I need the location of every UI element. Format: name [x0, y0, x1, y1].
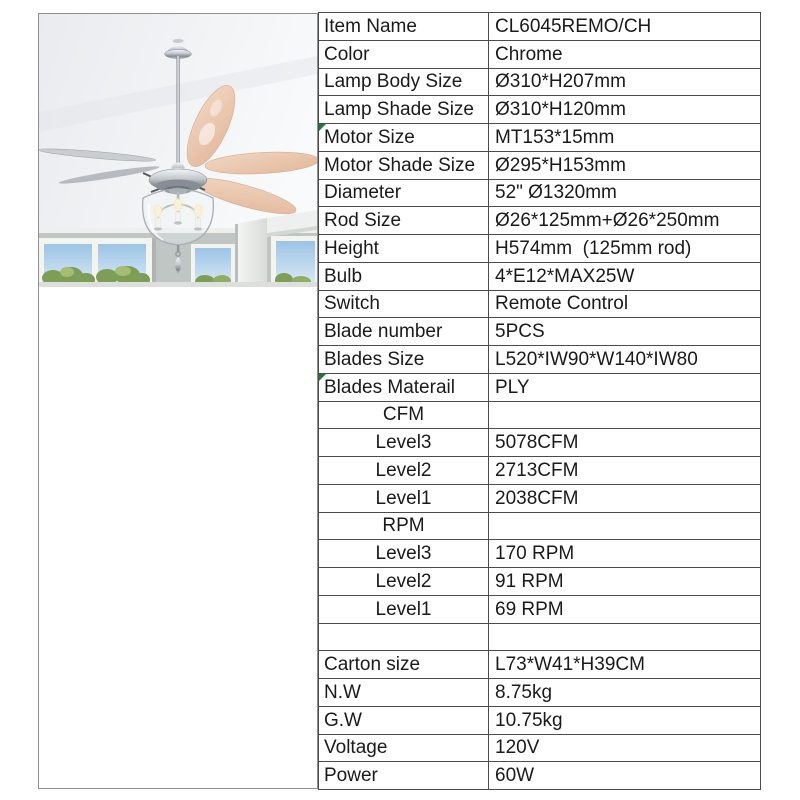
table-row	[319, 346, 760, 374]
spec-label: Level1	[375, 487, 432, 509]
table-row	[319, 485, 760, 513]
table-row	[319, 13, 760, 41]
downrod	[176, 56, 179, 166]
window-sill	[39, 282, 317, 287]
table-row	[319, 291, 760, 319]
table-row	[319, 679, 760, 707]
spec-value: 170 RPM	[495, 543, 575, 565]
spec-value: 2038CFM	[495, 487, 579, 509]
table-row	[319, 540, 760, 568]
spec-value: 120V	[495, 737, 540, 759]
spec-label: Rod Size	[324, 210, 402, 232]
spec-label: Lamp Shade Size	[324, 99, 474, 121]
spec-label: Level2	[375, 459, 432, 481]
table-row	[319, 180, 760, 208]
spec-label: CFM	[382, 404, 425, 426]
table-row	[319, 263, 760, 291]
spec-value: MT153*15mm	[495, 126, 615, 148]
spec-value: Ø26*125mm+Ø26*250mm	[495, 210, 720, 232]
spec-label: Blades Materail	[324, 376, 455, 398]
table-row	[319, 429, 760, 457]
table-row	[319, 207, 760, 235]
table-row	[319, 235, 760, 263]
table-row	[319, 762, 760, 789]
spec-value: L520*IW90*W140*IW80	[495, 348, 698, 370]
spec-label: Motor Size	[324, 126, 415, 148]
spec-value: 4*E12*MAX25W	[495, 265, 635, 287]
table-row	[319, 735, 760, 763]
spec-label: Bulb	[324, 265, 363, 287]
spec-label: Blades Size	[324, 348, 425, 370]
spec-value: PLY	[495, 376, 530, 398]
spec-label: G.W	[324, 709, 362, 731]
spec-value: 5PCS	[495, 321, 545, 343]
spec-label: Item Name	[324, 15, 417, 37]
spec-value: Ø295*H153mm	[495, 154, 626, 176]
table-row	[319, 318, 760, 346]
spec-label: Power	[324, 765, 378, 787]
spec-label: Diameter	[324, 182, 402, 204]
table-row	[319, 568, 760, 596]
spec-label: Level3	[375, 432, 432, 454]
spec-value: 10.75kg	[495, 709, 563, 731]
spec-value: 2713CFM	[495, 459, 579, 481]
spec-label: Motor Shade Size	[324, 154, 476, 176]
product-photo	[39, 14, 317, 287]
spec-value: Remote Control	[495, 293, 629, 315]
spec-value: Ø310*H207mm	[495, 71, 626, 93]
spec-value: 8.75kg	[495, 681, 553, 703]
table-row	[319, 152, 760, 180]
spec-value: H574mm (125mm rod)	[495, 237, 692, 259]
excel-corner-flag-icon	[319, 124, 326, 131]
table-row	[319, 124, 760, 152]
window-right	[271, 236, 317, 287]
spec-label: Switch	[324, 293, 380, 315]
window-left	[39, 238, 152, 287]
spec-value: CL6045REMO/CH	[495, 15, 652, 37]
spec-label: Level3	[375, 543, 432, 565]
table-row	[319, 707, 760, 735]
spec-label: RPM	[382, 515, 425, 537]
spec-value: 52" Ø1320mm	[495, 182, 617, 204]
table-row-section-rpm	[319, 513, 760, 541]
table-row-section-cfm	[319, 402, 760, 430]
table-row	[319, 69, 760, 97]
spec-value: 91 RPM	[495, 570, 564, 592]
spec-label: N.W	[324, 681, 361, 703]
table-row	[319, 374, 760, 402]
spec-value: Ø310*H120mm	[495, 99, 626, 121]
spec-value: 5078CFM	[495, 432, 579, 454]
spec-value: L73*W41*H39CM	[495, 654, 645, 676]
spec-label: Color	[324, 43, 370, 65]
table-row	[319, 596, 760, 624]
spec-label: Blade number	[324, 321, 443, 343]
product-image-cell	[38, 13, 318, 789]
spec-label: Carton size	[324, 654, 421, 676]
table-row-empty	[319, 624, 760, 652]
spec-label: Voltage	[324, 737, 388, 759]
excel-corner-flag-icon	[319, 374, 326, 381]
table-row	[319, 457, 760, 485]
spec-value: 60W	[495, 765, 535, 787]
table-row	[319, 96, 760, 124]
table-row	[319, 651, 760, 679]
spec-label: Height	[324, 237, 379, 259]
spec-value: Chrome	[495, 43, 563, 65]
ceiling-fan-illustration	[39, 14, 317, 287]
spec-label: Lamp Body Size	[324, 71, 463, 93]
spec-value: 69 RPM	[495, 598, 564, 620]
spec-label: Level1	[375, 598, 432, 620]
spec-table	[318, 12, 761, 790]
table-row	[319, 41, 760, 69]
spec-label: Level2	[375, 570, 432, 592]
